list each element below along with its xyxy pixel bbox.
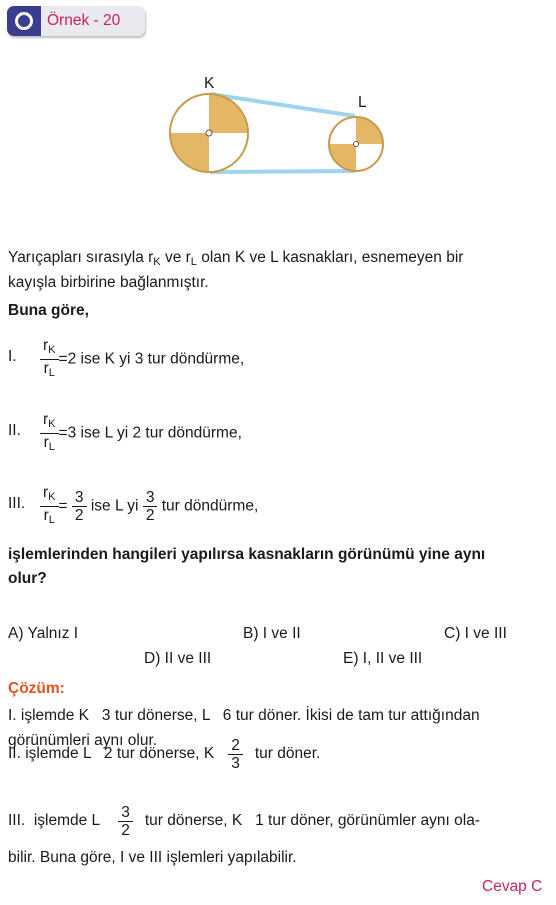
pulley-l xyxy=(329,117,383,171)
solution-line-5: bilir. Buna göre, I ve III işlemleri yapılabilir. xyxy=(8,849,297,866)
item-1-roman: I. xyxy=(8,348,17,365)
fraction-three-halves: $\frac{3}{2}$ xyxy=(143,489,158,524)
ratio-fraction: $\frac{r_K}{r_L}$ xyxy=(40,484,59,529)
pulley-k xyxy=(170,94,248,172)
pulley-l-label: L xyxy=(358,94,367,111)
option-e[interactable]: E) I, II ve III xyxy=(343,650,423,667)
item-2-roman: II. xyxy=(8,422,21,439)
solution-title: Çözüm: xyxy=(8,680,65,697)
question-prompt-line2: olur? xyxy=(8,570,47,587)
solution-line-4: III. işlemde L $\frac{3}{2}$ tur dönerse, K 1 tur döner, görünümler aynı ola- xyxy=(8,803,480,839)
belt-bottom xyxy=(210,171,355,172)
option-c[interactable]: C) I ve III xyxy=(444,625,507,642)
question-prompt-line1: işlemlerinden hangileri yapılırsa kasnakların görünümü yine aynı xyxy=(8,546,486,563)
fraction-three-halves: $\frac{3}{2}$ xyxy=(72,489,87,524)
example-tag xyxy=(7,6,145,36)
item-2: $\frac{r_K}{r_L}$ =3 ise L yi 2 tur döndürme, xyxy=(40,411,242,456)
example-label: Örnek - 20 xyxy=(47,12,121,29)
item-3-roman: III. xyxy=(8,495,26,512)
fraction-two-thirds: $\frac{2}{3}$ xyxy=(228,737,243,772)
solution-line-1: I. işlemde K 3 tur dönerse, L 6 tur döner. İkisi de tam tur attığından xyxy=(8,707,480,724)
answer-label: Cevap C xyxy=(482,878,543,895)
option-b[interactable]: B) I ve II xyxy=(243,625,301,642)
item-1: $\frac{r_K}{r_L}$ =2 ise K yi 3 tur döndürme, xyxy=(40,337,244,382)
question-lead: Buna göre, xyxy=(8,302,89,319)
question-stem-line1: Yarıçapları sırasıyla $r_K$ ve $r_L$ olan K ve L kasnakları, esnemeyen bir xyxy=(8,249,464,268)
ring-icon xyxy=(7,6,41,36)
solution-line-3: II. işlemde L 2 tur dönerse, K $\frac{2}{3}$ tur döner. xyxy=(8,736,321,772)
item-3: $\frac{r_K}{r_L}$ = $\frac{3}{2}$ ise L yi $\frac{3}{2}$ tur döndürme, xyxy=(40,484,258,529)
ratio-fraction: $\frac{r_K}{r_L}$ xyxy=(40,411,59,456)
pulley-k-label: K xyxy=(204,75,215,92)
pulley-figure xyxy=(160,72,400,182)
question-stem-line2: kayışla birbirine bağlanmıştır. xyxy=(8,274,209,291)
solution-line-2: görünümleri aynı olur. xyxy=(8,732,158,749)
option-d[interactable]: D) II ve III xyxy=(144,650,212,667)
option-a[interactable]: A) Yalnız I xyxy=(8,625,79,642)
fraction-three-halves: $\frac{3}{2}$ xyxy=(118,804,133,839)
ratio-fraction: $\frac{r_K}{r_L}$ xyxy=(40,337,59,382)
